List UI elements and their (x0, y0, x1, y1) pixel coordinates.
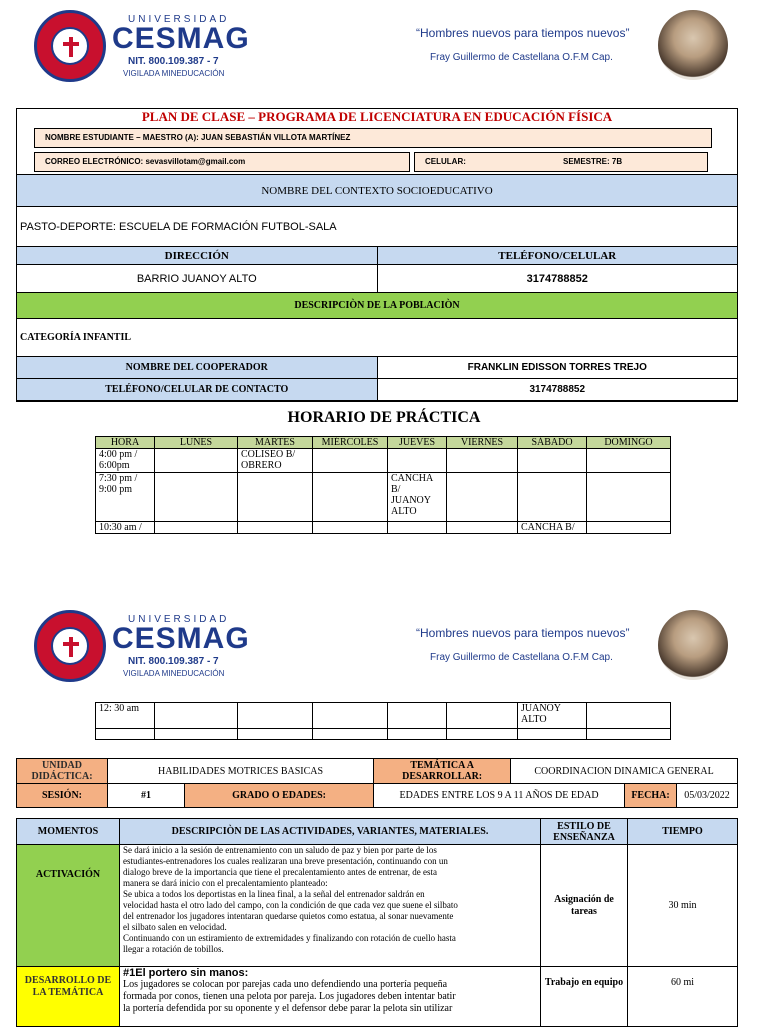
col-domingo: DOMINGO (587, 437, 671, 449)
row5-martes (238, 729, 313, 740)
date-label: FECHA: (625, 784, 677, 807)
development-description (120, 967, 541, 1027)
university-seal-logo (34, 10, 106, 82)
university-seal-logo (34, 610, 106, 682)
fray-text: Fray Guillermo de Castellana O.F.M Cap. (430, 52, 613, 63)
cel-label: CELULAR: (425, 157, 466, 166)
col-lunes: LUNES (155, 437, 238, 449)
col-style: ESTILO DE ENSEÑANZA (541, 819, 628, 845)
row2-sabado (518, 473, 587, 522)
row4-jueves (388, 703, 447, 729)
nit-text: NIT. 800.109.387 - 7 (128, 56, 219, 67)
activation-line: velocidad hasta el otro lado del campo, con la condición de que cada vez que suene el silbato (123, 900, 458, 910)
activation-line: manera se dará inicio con el precalentamiento planteado: (123, 878, 328, 888)
unit-value: HABILIDADES MOTRICES BASICAS (108, 759, 374, 784)
row2-viernes (447, 473, 518, 522)
activation-label: ACTIVACIÓN (17, 845, 120, 967)
activation-line: el silbato salen en velocidad. (123, 922, 227, 932)
row2-jueves-line1: CANCHA (391, 473, 434, 484)
row4-sabado-line1: JUANOY (521, 703, 561, 714)
col-time: TIEMPO (628, 819, 738, 845)
session-table (16, 758, 738, 808)
activation-line: Se ubica a todos los deportistas en la linea final, a la señal del entrenador saldrán en (123, 889, 425, 899)
brand-name: CESMAG (112, 622, 250, 655)
page-header-2 (0, 600, 768, 690)
semester-value: SEMESTRE: 7B (563, 157, 623, 166)
university-label: UNIVERSIDAD (128, 614, 230, 625)
student-name-field: NOMBRE ESTUDIANTE – MAESTRO (A): JUAN SEBASTIÁN VILLOTA MARTÍNEZ (34, 128, 712, 148)
row1-domingo (587, 449, 671, 473)
row5-lunes (155, 729, 238, 740)
row5-viernes (447, 729, 518, 740)
row4-miercoles (313, 703, 388, 729)
population-value: CATEGORÍA INFANTIL (17, 319, 738, 357)
row5-sabado (518, 729, 587, 740)
university-label: UNIVERSIDAD (128, 14, 230, 25)
page-header (0, 0, 768, 90)
row4-viernes (447, 703, 518, 729)
vigilada-text: VIGILADA MINEDUCACIÓN (123, 669, 225, 678)
schedule-table (95, 436, 671, 534)
row1-martes-line1: COLISEO B/ (241, 449, 296, 460)
activation-line: estudiantes-entrenadores los cuales realizaran una breve presentación, continuando con un (123, 856, 448, 866)
row2-lunes (155, 473, 238, 522)
activation-description (120, 845, 541, 967)
development-line: la portería defendida por su oponente y el defensor debe parar la pelota sin utilizar (123, 1003, 453, 1014)
schedule-title: HORARIO DE PRÁCTICA (287, 409, 481, 426)
population-header: DESCRIPCIÒN DE LA POBLACIÒN (17, 293, 738, 319)
unit-label: UNIDAD DIDÁCTICA: (17, 759, 108, 784)
row3-domingo (587, 522, 671, 534)
schedule-table-cont (95, 702, 671, 740)
row2-hora (96, 473, 155, 522)
contact-label: TELÉFONO/CELULAR DE CONTACTO (17, 379, 378, 401)
row4-hora: 12: 30 am (96, 703, 155, 729)
motto-text: “Hombres nuevos para tiempos nuevos” (416, 26, 630, 40)
portrait-photo (658, 10, 728, 80)
row2-miercoles (313, 473, 388, 522)
activation-style: Asignación de tareas (541, 845, 628, 967)
row5-hora (96, 729, 155, 740)
motto-text: “Hombres nuevos para tiempos nuevos” (416, 626, 630, 640)
cooperator-value: FRANKLIN EDISSON TORRES TREJO (377, 357, 738, 379)
row2-martes (238, 473, 313, 522)
row4-domingo (587, 703, 671, 729)
row3-lunes (155, 522, 238, 534)
context-header: NOMBRE DEL CONTEXTO SOCIOEDUCATIVO (17, 175, 738, 207)
row1-martes-line2: OBRERO (241, 460, 282, 471)
row4-martes (238, 703, 313, 729)
row3-martes (238, 522, 313, 534)
col-sabado: SÁBADO (518, 437, 587, 449)
contact-value: 3174788852 (377, 379, 738, 401)
row1-hora (96, 449, 155, 473)
row2-hora-line2: 9:00 pm (99, 484, 133, 495)
row2-jueves (388, 473, 447, 522)
row1-viernes (447, 449, 518, 473)
col-description: DESCRIPCIÒN DE LAS ACTIVIDADES, VARIANTES, MATERIALES. (120, 819, 541, 845)
activation-line: Se dará inicio a la sesión de entrenamiento con un saludo de paz y bien por parte de los (123, 845, 437, 855)
col-jueves: JUEVES (388, 437, 447, 449)
col-moments: MOMENTOS (17, 819, 120, 845)
development-title: #1El portero sin manos: (123, 967, 249, 979)
col-hora: HORA (96, 437, 155, 449)
phone-value: 3174788852 (377, 265, 738, 293)
theme-value: COORDINACION DINAMICA GENERAL (511, 759, 738, 784)
row3-sabado: CANCHA B/ (518, 522, 587, 534)
row1-hora-line2: 6:00pm (99, 460, 130, 471)
fray-text: Fray Guillermo de Castellana O.F.M Cap. (430, 652, 613, 663)
moments-table (16, 818, 738, 1027)
col-miercoles: MIÉRCOLES (313, 437, 388, 449)
portrait-photo (658, 610, 728, 680)
col-martes: MARTES (238, 437, 313, 449)
vigilada-text: VIGILADA MINEDUCACIÓN (123, 69, 225, 78)
row2-hora-line1: 7:30 pm / (99, 473, 138, 484)
development-style: Trabajo en equipo (541, 967, 628, 1027)
row3-hora: 10:30 am / (96, 522, 155, 534)
direction-value: BARRIO JUANOY ALTO (17, 265, 378, 293)
row3-miercoles (313, 522, 388, 534)
development-line: formada por conos, tienen una pelota por pareja. Los jugadores deben intentar batir (123, 991, 456, 1002)
row3-jueves (388, 522, 447, 534)
activation-time: 30 min (628, 845, 738, 967)
activation-line: llegar a rotación de tobillos. (123, 944, 224, 954)
row1-lunes (155, 449, 238, 473)
development-label: DESARROLLO DE LA TEMÁTICA (17, 967, 120, 1027)
row3-viernes (447, 522, 518, 534)
plan-title: PLAN DE CLASE – PROGRAMA DE LICENCIATURA EN EDUCACIÓN FÍSICA (141, 109, 613, 124)
activation-line: dialogo breve de la importancia que tiene el precalentamiento antes de entrenar, de esta (123, 867, 437, 877)
context-table (16, 174, 738, 401)
direction-header: DIRECCIÓN (17, 247, 378, 265)
col-viernes: VIERNES (447, 437, 518, 449)
row2-jueves-line4: ALTO (391, 506, 417, 517)
date-cell (625, 784, 738, 808)
theme-label: TEMÁTICA A DESARROLLAR: (374, 759, 511, 784)
row4-lunes (155, 703, 238, 729)
row2-domingo (587, 473, 671, 522)
session-value: #1 (108, 784, 185, 808)
context-value: PASTO-DEPORTE: ESCUELA DE FORMACIÓN FUTBOL-SALA (17, 207, 738, 247)
phone-header: TELÉFONO/CELULAR (377, 247, 738, 265)
development-time: 60 mi (628, 967, 738, 1027)
row5-miercoles (313, 729, 388, 740)
row5-domingo (587, 729, 671, 740)
row5-jueves (388, 729, 447, 740)
grade-value: EDADES ENTRE LOS 9 A 11 AÑOS DE EDAD (374, 784, 625, 808)
activation-line: Continuando con un estiramiento de extremidades y finalizando con rotación de cuello hasta (123, 933, 456, 943)
row4-sabado-line2: ALTO (521, 714, 547, 725)
row2-jueves-line2: B/ (391, 484, 401, 495)
activation-line: del entrenador los jugadores intentaran quedarse quietos como estatua, al sonar nuevamente (123, 911, 454, 921)
brand-name: CESMAG (112, 22, 250, 55)
row1-hora-line1: 4:00 pm / (99, 449, 138, 460)
date-value: 05/03/2022 (684, 790, 730, 801)
email-field: CORREO ELECTRÓNICO: sevasvillotam@gmail.com (34, 152, 410, 172)
row1-martes (238, 449, 313, 473)
nit-text: NIT. 800.109.387 - 7 (128, 656, 219, 667)
row1-miercoles (313, 449, 388, 473)
session-label: SESIÓN: (17, 784, 108, 808)
row1-jueves (388, 449, 447, 473)
grade-label: GRADO O EDADES: (185, 784, 374, 808)
row4-sabado (518, 703, 587, 729)
development-line: Los jugadores se colocan por parejas cada uno defendiendo una portería pequeña (123, 979, 448, 990)
cel-semester-field (414, 152, 708, 172)
row2-jueves-line3: JUANOY (391, 495, 431, 506)
row1-sabado (518, 449, 587, 473)
cooperator-label: NOMBRE DEL COOPERADOR (17, 357, 378, 379)
